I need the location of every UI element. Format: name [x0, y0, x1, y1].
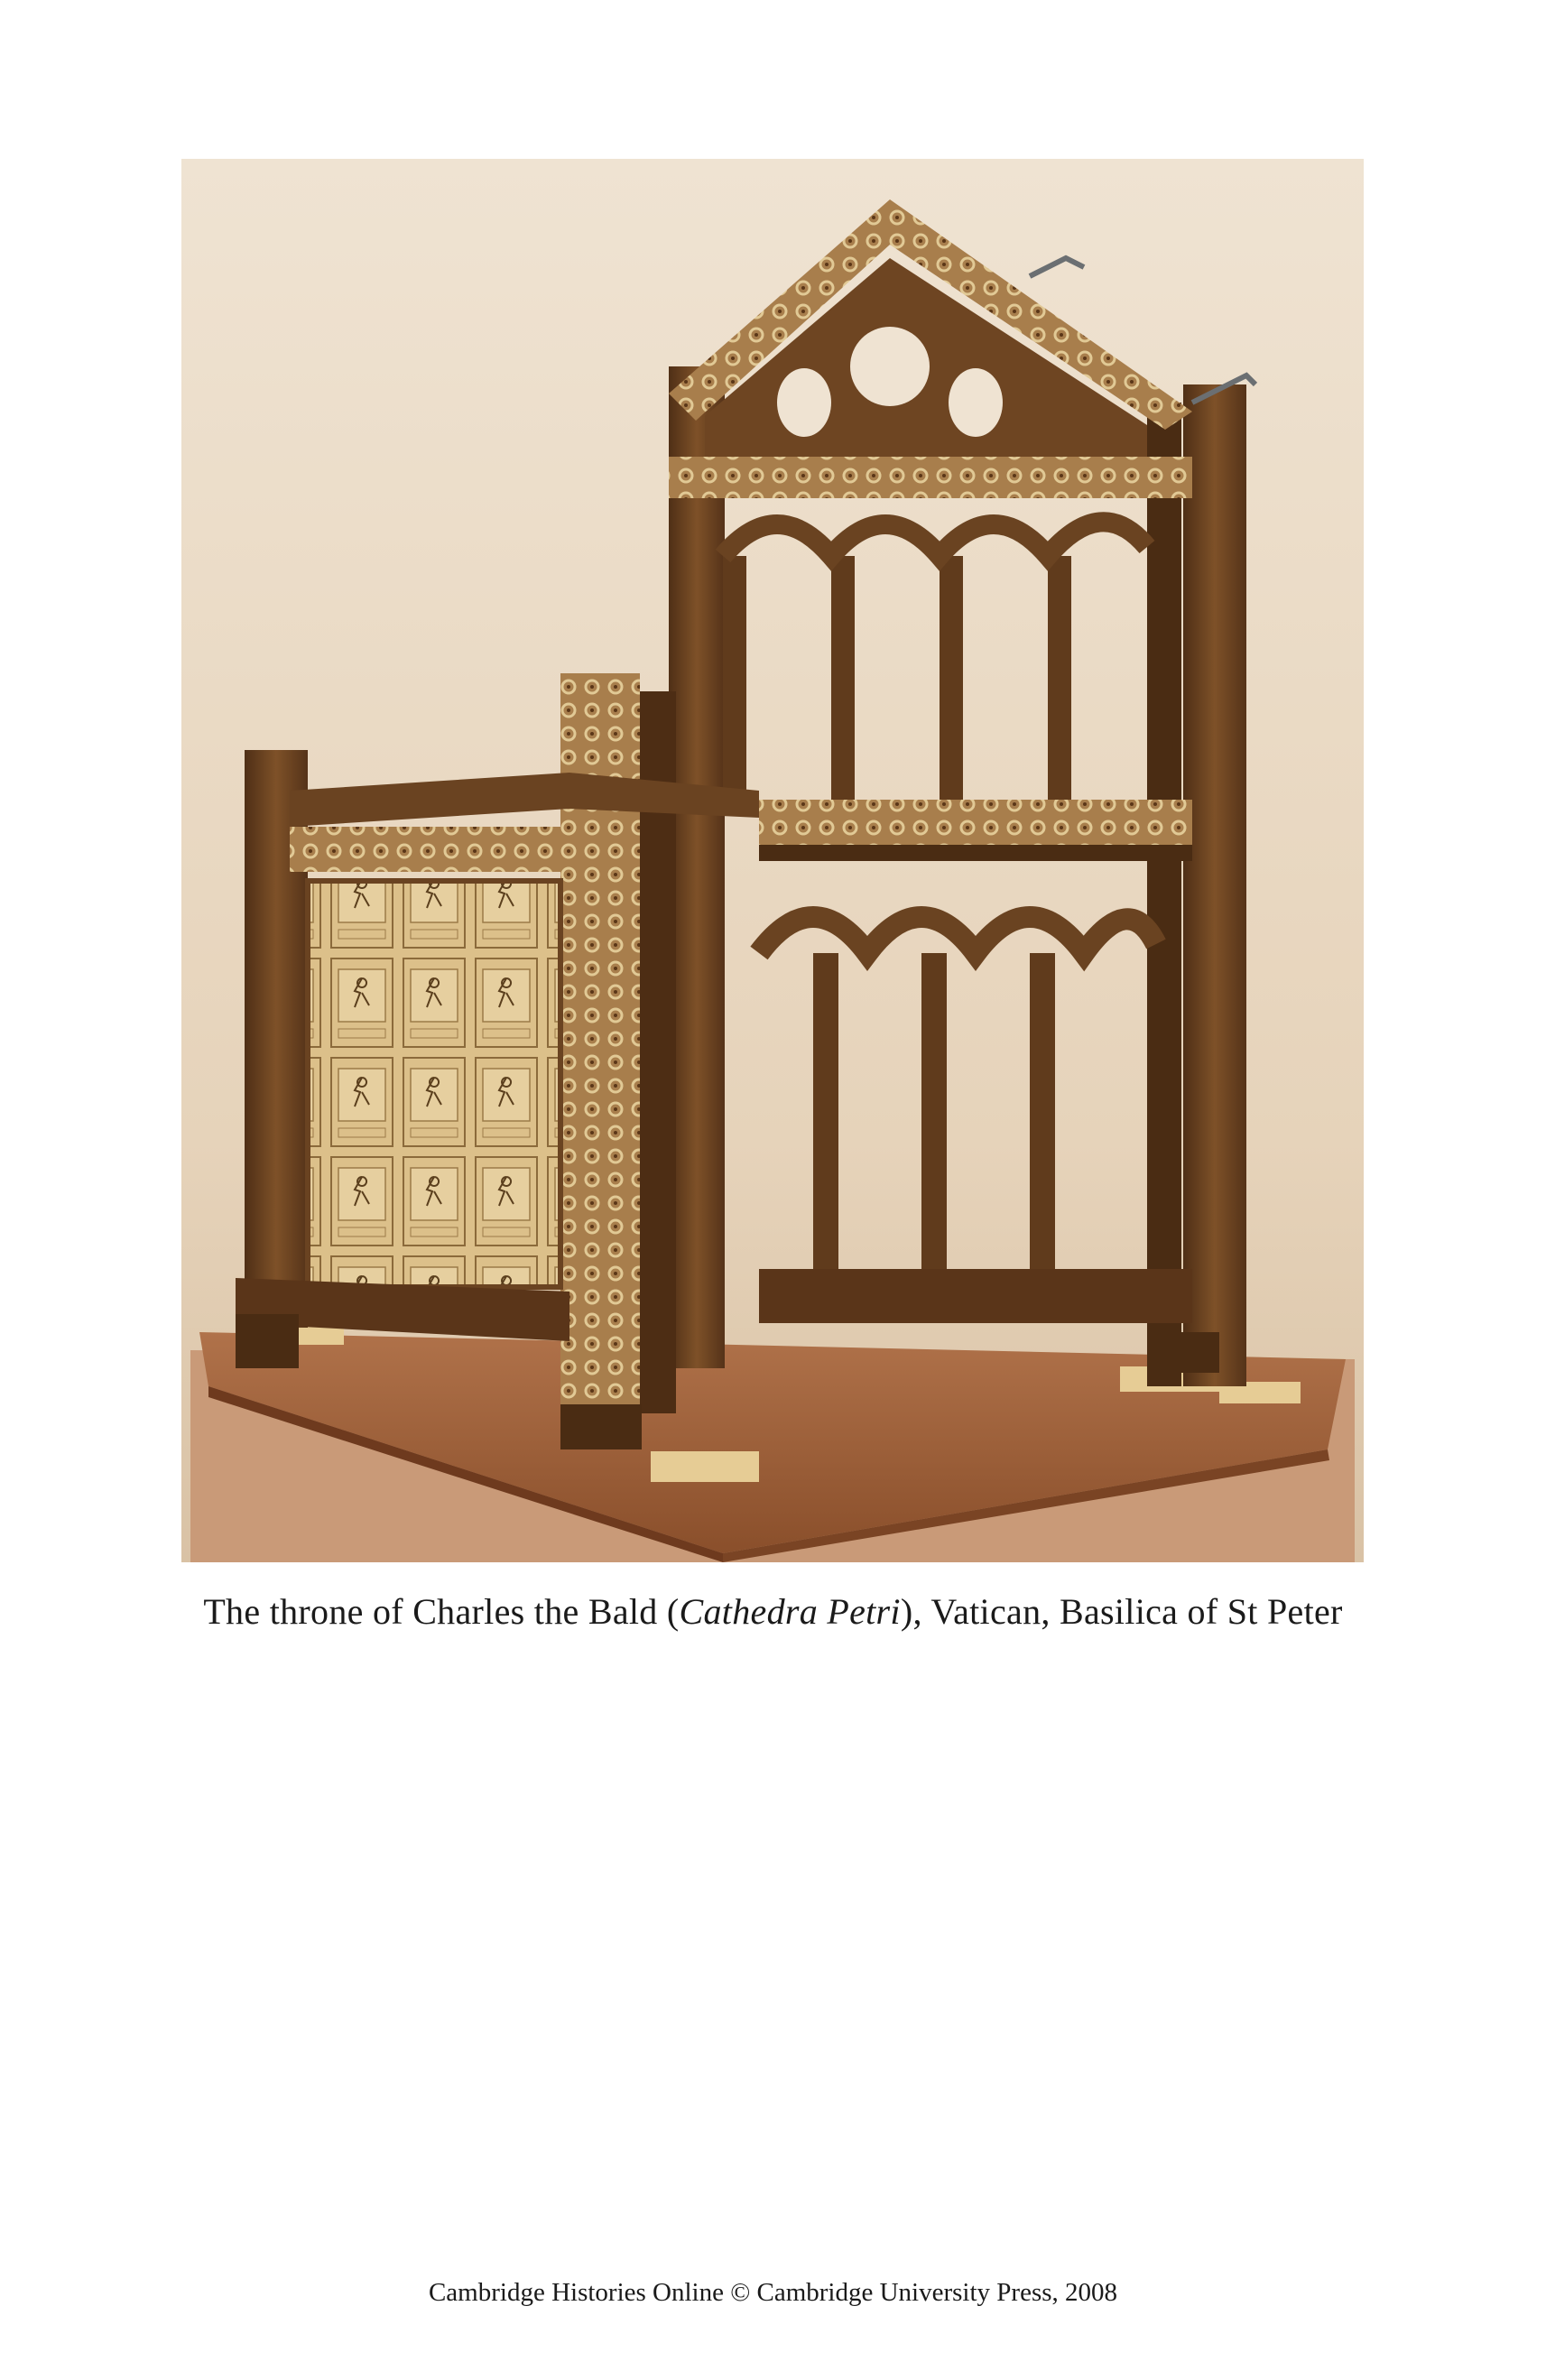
figure-caption	[0, 1590, 1546, 1633]
caption-text-end: ), Vatican, Basilica of St Peter	[900, 1591, 1343, 1632]
caption-italic-title: Cathedra Petri	[679, 1591, 901, 1632]
figure-photo	[181, 159, 1364, 1562]
copyright-footer: Cambridge Histories Online © Cambridge University Press, 2008	[428, 2278, 1118, 2307]
caption-text: The throne of Charles the Bald (	[203, 1591, 680, 1632]
throne-illustration	[181, 159, 1364, 1562]
